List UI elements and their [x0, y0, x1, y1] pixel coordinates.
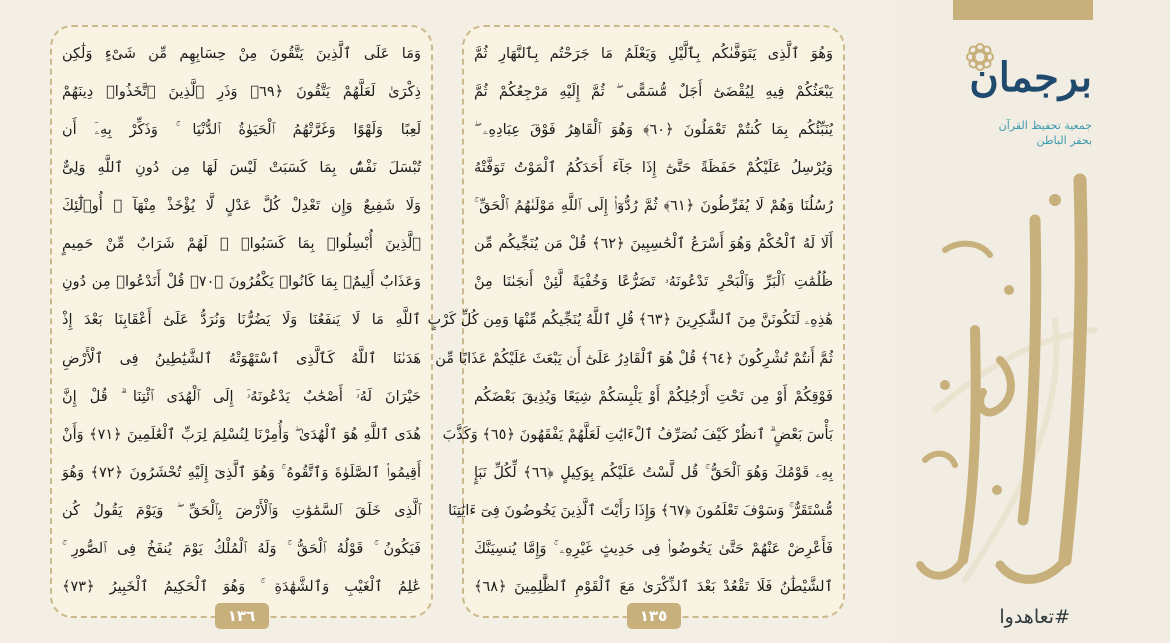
ayah-line: وَهُوَ ٱلَّذِى يَتَوَفَّىٰكُم بِٱلَّيْلِ وَيَعْلَمُ مَا جَرَحْتُم بِٱلنَّهَارِ ثُمَّ: [474, 46, 833, 62]
ayah-line: ثُمَّ أَنتُمْ تُشْرِكُونَ ﴿٦٤﴾ قُلْ هُوَ ٱلْقَادِرُ عَلَىٰٓ أَن يَبْعَثَ عَلَيْكُمْ عَذَابًا مِّن: [435, 350, 833, 367]
ayah-line: وَيُرْسِلُ عَلَيْكُمْ حَفَظَةً حَتَّىٰٓ إِذَا جَآءَ أَحَدَكُمُ ٱلْمَوْتُ تَوَفَّتْهُ: [474, 160, 833, 177]
hashtag-label: #تعاهدوا: [999, 606, 1070, 628]
ayah-line: رُسُلُنَا وَهُمْ لَا يُفَرِّطُونَ ﴿٦١﴾ ثُمَّ رُدُّوٓا۟ إِلَى ٱللَّهِ مَوْلَىٰهُمُ ٱلْحَقِّ ۚ: [474, 198, 833, 215]
page-text-right: [427, 37, 833, 604]
ayah-line: بَأْسَ بَعْضٍ ۗ ٱنظُرْ كَيْفَ نُصَرِّفُ ٱلْءَايَٰتِ لَعَلَّهُمْ يَفْقَهُونَ ﴿٦٥﴾ وَكَذَّبَ: [442, 426, 833, 443]
ayah-line: تُبْسَلَ نَفْسٌۢ بِمَا كَسَبَتْ لَيْسَ لَهَا مِن دُونِ ٱللَّهِ وَلِىٌّ: [62, 160, 421, 177]
ayah-line: ٱللَّهِ مَا لَا يَنفَعُنَا وَلَا يَضُرُّنَا وَنُرَدُّ عَلَىٰٓ أَعْقَابِنَا بَعْدَ إِذْ: [62, 312, 421, 329]
organization-name: [955, 118, 1092, 148]
ayah-line: يُنَبِّئُكُم بِمَا كُنتُمْ تَعْمَلُونَ ﴿٦٠﴾ وَهُوَ ٱلْقَاهِرُ فَوْقَ عِبَادِهِۦ ۖ: [474, 122, 833, 139]
ayah-line: عَٰلِمُ ٱلْغَيْبِ وَٱلشَّهَٰدَةِ ۚ وَهُوَ ٱلْحَكِيمُ ٱلْخَبِيرُ ﴿٧٣﴾: [62, 578, 421, 595]
ayah-line: ٱلَّذِينَ أُبْسِلُوا۟ بِمَا كَسَبُوا۟ ۖ لَهُمْ شَرَابٌ مِّنْ حَمِيمٍ: [62, 236, 421, 253]
mushaf-page-right: [427, 25, 845, 625]
ayah-line: فَيَكُونُ ۚ قَوْلُهُ ٱلْحَقُّ ۚ وَلَهُ ٱلْمُلْكُ يَوْمَ يُنفَخُ فِى ٱلصُّورِ ۚ: [62, 540, 421, 557]
ayah-line: ٱلشَّيْطَٰنُ فَلَا تَقْعُدْ بَعْدَ ٱلذِّكْرَىٰ مَعَ ٱلْقَوْمِ ٱلظَّٰلِمِينَ ﴿٦٨﴾: [474, 578, 833, 595]
ayah-line: لَعِبًا وَلَهْوًا وَغَرَّتْهُمُ ٱلْحَيَوٰةُ ٱلدُّنْيَا ۚ وَذَكِّرْ بِهِۦٓ أَن: [62, 122, 421, 139]
ayah-line: هَٰذِهِۦ لَنَكُونَنَّ مِنَ ٱلشَّٰكِرِينَ ﴿٦٣﴾ قُلِ ٱللَّهُ يُنَجِّيكُم مِّنْهَا وَمِن كُلِّ كَرْبٍ: [427, 312, 833, 329]
ayah-line: فَأَعْرِضْ عَنْهُمْ حَتَّىٰ يَخُوضُوا۟ فِى حَدِيثٍ غَيْرِهِۦ ۚ وَإِمَّا يُنسِيَنَّكَ: [474, 540, 833, 557]
ayah-line: هَدَىٰنَا ٱللَّهُ كَٱلَّذِى ٱسْتَهْوَتْهُ ٱلشَّيَٰطِينُ فِى ٱلْأَرْضِ: [62, 350, 421, 367]
ayah-line: وَعَذَابٌ أَلِيمٌۢ بِمَا كَانُوا۟ يَكْفُرُونَ ﴿٧٠﴾ قُلْ أَنَدْعُوا۟ مِن دُونِ: [62, 274, 421, 291]
ayah-line: حَيْرَانَ لَهُۥٓ أَصْحَٰبٌ يَدْعُونَهُۥٓ إِلَى ٱلْهُدَى ٱئْتِنَا ۗ قُلْ إِنَّ: [62, 388, 421, 405]
page-text-left: [62, 37, 421, 604]
ayah-line: وَمَا عَلَى ٱلَّذِينَ يَتَّقُونَ مِنْ حِسَابِهِم مِّن شَىْءٍ وَلَٰكِن: [62, 46, 421, 62]
ayah-line: وَلَا شَفِيعٌ وَإِن تَعْدِلْ كُلَّ عَدْلٍ لَّا يُؤْخَذْ مِنْهَآ ۗ أُو۟لَٰٓئِكَ: [62, 198, 421, 215]
ayah-line: أَقِيمُوا۟ ٱلصَّلَوٰةَ وَٱتَّقُوهُ ۚ وَهُوَ ٱلَّذِىٓ إِلَيْهِ تُحْشَرُونَ ﴿٧٢﴾ وَهُوَ: [62, 464, 421, 481]
ayah-line: يَبْعَثُكُمْ فِيهِ لِيُقْضَىٰٓ أَجَلٌ مُّسَمًّى ۖ ثُمَّ إِلَيْهِ مَرْجِعُكُمْ ثُمَّ: [474, 84, 833, 101]
ayah-line: مُّسْتَقَرٌّ ۚ وَسَوْفَ تَعْلَمُونَ ﴿٦٧﴾ وَإِذَا رَأَيْتَ ٱلَّذِينَ يَخُوضُونَ فِىٓ ءَايَٰتِنَا: [448, 502, 833, 519]
page-number-left: ١٣٦: [215, 603, 269, 629]
logo-wordmark: برجمان: [969, 54, 1092, 101]
ayah-line: ذِكْرَىٰ لَعَلَّهُمْ يَتَّقُونَ ﴿٦٩﴾ وَذَرِ ٱلَّذِينَ ٱتَّخَذُوا۟ دِينَهُمْ: [62, 84, 422, 101]
mushaf-page-left: [50, 25, 433, 625]
org-name-line1: جمعية تحفيظ القرآن: [998, 119, 1092, 132]
ayah-line: بِهِۦ قَوْمُكَ وَهُوَ ٱلْحَقُّ ۚ قُل لَّسْتُ عَلَيْكُم بِوَكِيلٍ ﴿٦٦﴾ لِّكُلِّ نَبَإٍ: [474, 464, 833, 481]
ayah-line: أَلَا لَهُ ٱلْحُكْمُ وَهُوَ أَسْرَعُ ٱلْحَٰسِبِينَ ﴿٦٢﴾ قُلْ مَن يُنَجِّيكُم مِّن: [474, 236, 833, 253]
calligraphy-artwork: [905, 160, 1105, 600]
ayah-line: ٱلَّذِى خَلَقَ ٱلسَّمَٰوَٰتِ وَٱلْأَرْضَ بِٱلْحَقِّ ۖ وَيَوْمَ يَقُولُ كُن: [62, 502, 421, 519]
ayah-line: ظُلُمَٰتِ ٱلْبَرِّ وَٱلْبَحْرِ تَدْعُونَهُۥ تَضَرُّعًا وَخُفْيَةً لَّئِنْ أَنجَىٰنَا مِنْ: [474, 274, 833, 291]
org-name-line2: بحفر الباطن: [1036, 134, 1092, 147]
page-number-right: ١٣٥: [627, 603, 681, 629]
top-gold-bar: [953, 0, 1093, 20]
ayah-line: فَوْقِكُمْ أَوْ مِن تَحْتِ أَرْجُلِكُمْ أَوْ يَلْبِسَكُمْ شِيَعًا وَيُذِيقَ بَعْضَكُم: [474, 388, 833, 405]
ayah-line: هُدَى ٱللَّهِ هُوَ ٱلْهُدَىٰ ۖ وَأُمِرْنَا لِنُسْلِمَ لِرَبِّ ٱلْعَٰلَمِينَ ﴿٧١﴾ وَأَنْ: [62, 426, 421, 443]
